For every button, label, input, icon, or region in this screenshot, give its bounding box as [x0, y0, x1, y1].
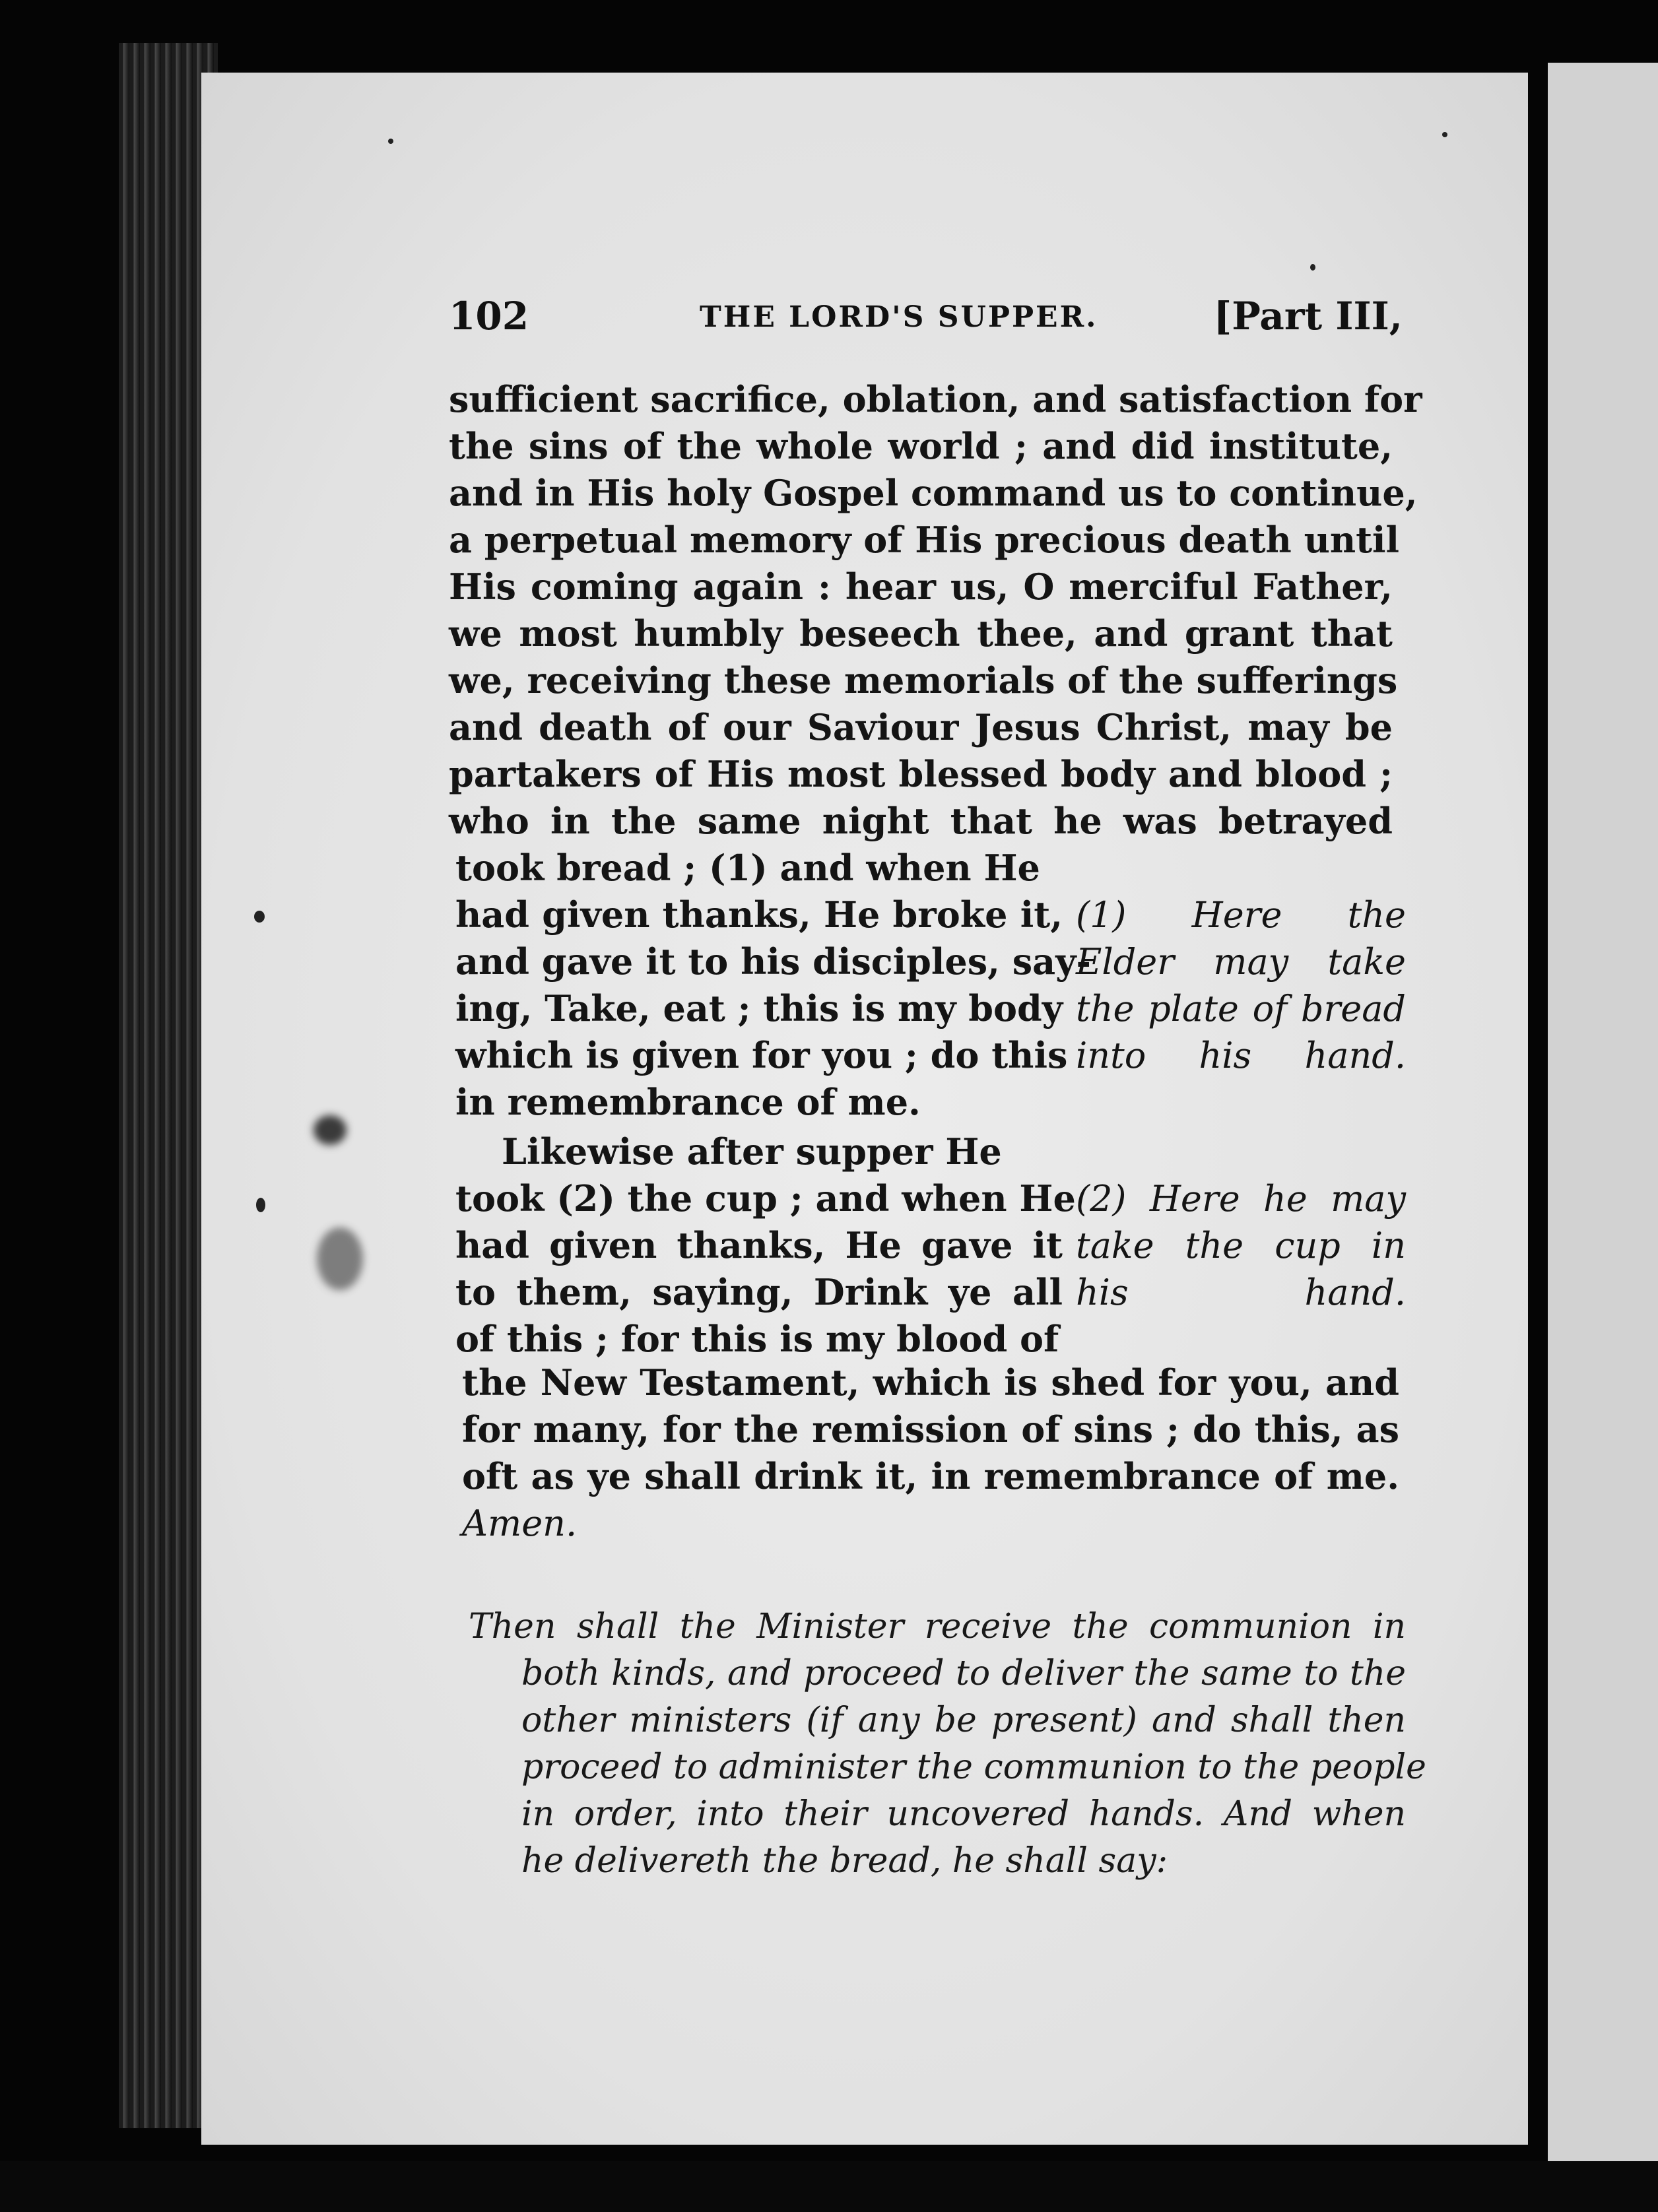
cup-continuation — [462, 1359, 1399, 1547]
text-line: and gave it to his disciples, say- — [455, 940, 1091, 983]
bread-text — [455, 845, 1091, 1126]
text-line: had given thanks, He broke it, — [455, 894, 1063, 936]
text-line: sufficient sacrifice, oblation, and satisfaction for — [449, 378, 1422, 420]
rubric — [469, 1604, 1426, 1885]
text-line: took bread ; (1) and when He — [455, 847, 1040, 889]
speck — [254, 911, 265, 923]
note-line: his hand. — [1076, 1272, 1406, 1313]
text-line: to them, saying, Drink ye all — [455, 1271, 1063, 1313]
text-line: partakers of His most blessed body and blood ; — [449, 753, 1393, 795]
text-line: a perpetual memory of His precious death until — [449, 519, 1400, 561]
text-line: for many, for the remission of sins ; do this, as — [462, 1408, 1399, 1450]
running-title: THE LORD'S SUPPER. — [700, 300, 1098, 334]
text-line: who in the same night that he was betrayed — [449, 800, 1393, 842]
facing-page-edge — [1548, 63, 1658, 2161]
text-line: of this ; for this is my blood of — [455, 1318, 1059, 1360]
text-line: His coming again : hear us, O merciful Father, — [449, 566, 1393, 608]
text-line: had given thanks, He gave it — [455, 1224, 1063, 1266]
note-line: (2) Here he may — [1076, 1178, 1406, 1220]
running-head — [449, 294, 1403, 346]
amen: Amen. — [462, 1503, 578, 1544]
text-line: oft as ye shall drink it, in remembrance of me. — [462, 1455, 1399, 1497]
speck — [1442, 132, 1447, 137]
margin-note-1 — [1076, 892, 1406, 1079]
rubric-line: he delivereth the bread, he shall say: — [521, 1841, 1168, 1881]
note-line: the plate of bread — [1076, 988, 1406, 1029]
text-line: Likewise after supper He — [502, 1130, 1002, 1173]
page-number: 102 — [449, 294, 529, 339]
note-line: take the cup in — [1076, 1225, 1406, 1266]
text-line: we most humbly beseech thee, and grant that — [449, 612, 1393, 655]
text-line: and death of our Saviour Jesus Christ, may be — [449, 706, 1393, 748]
cup-section — [455, 1128, 1406, 1366]
text-line: took (2) the cup ; and when He — [455, 1177, 1076, 1220]
note-line: Elder may take — [1076, 941, 1406, 983]
text-line: the sins of the whole world ; and did institute, — [449, 425, 1393, 467]
speck — [1310, 264, 1315, 271]
speck — [256, 1198, 265, 1212]
prayer-paragraph — [449, 376, 1422, 845]
text-line: which is given for you ; do this — [455, 1034, 1068, 1076]
margin-note-2 — [1076, 1175, 1406, 1316]
text-line: ing, Take, eat ; this is my body — [455, 987, 1063, 1029]
cup-text — [455, 1128, 1076, 1363]
bread-section — [455, 845, 1406, 1128]
text-line: in remembrance of me. — [455, 1081, 921, 1123]
ink-stain — [317, 1227, 363, 1290]
ink-stain — [314, 1115, 347, 1145]
rubric-line: both kinds, and proceed to deliver the same to the — [521, 1654, 1406, 1693]
text-line: the New Testament, which is shed for you, and — [462, 1361, 1399, 1404]
part-label: [Part III, — [1213, 294, 1403, 339]
text-line: and in His holy Gospel command us to continue, — [449, 472, 1418, 514]
text-line: we, receiving these memorials of the sufferings — [449, 659, 1398, 701]
rubric-line: proceed to administer the communion to the people — [521, 1747, 1426, 1787]
rubric-line: in order, into their uncovered hands. And when — [521, 1794, 1406, 1834]
note-line: into his hand. — [1076, 1035, 1406, 1076]
rubric-line: Then shall the Minister receive the communion in — [469, 1607, 1406, 1646]
rubric-line: other ministers (if any be present) and shall then — [521, 1701, 1406, 1740]
speck — [388, 139, 393, 144]
scan-bottom-border — [0, 2161, 1658, 2212]
note-line: (1) Here the — [1076, 894, 1406, 936]
